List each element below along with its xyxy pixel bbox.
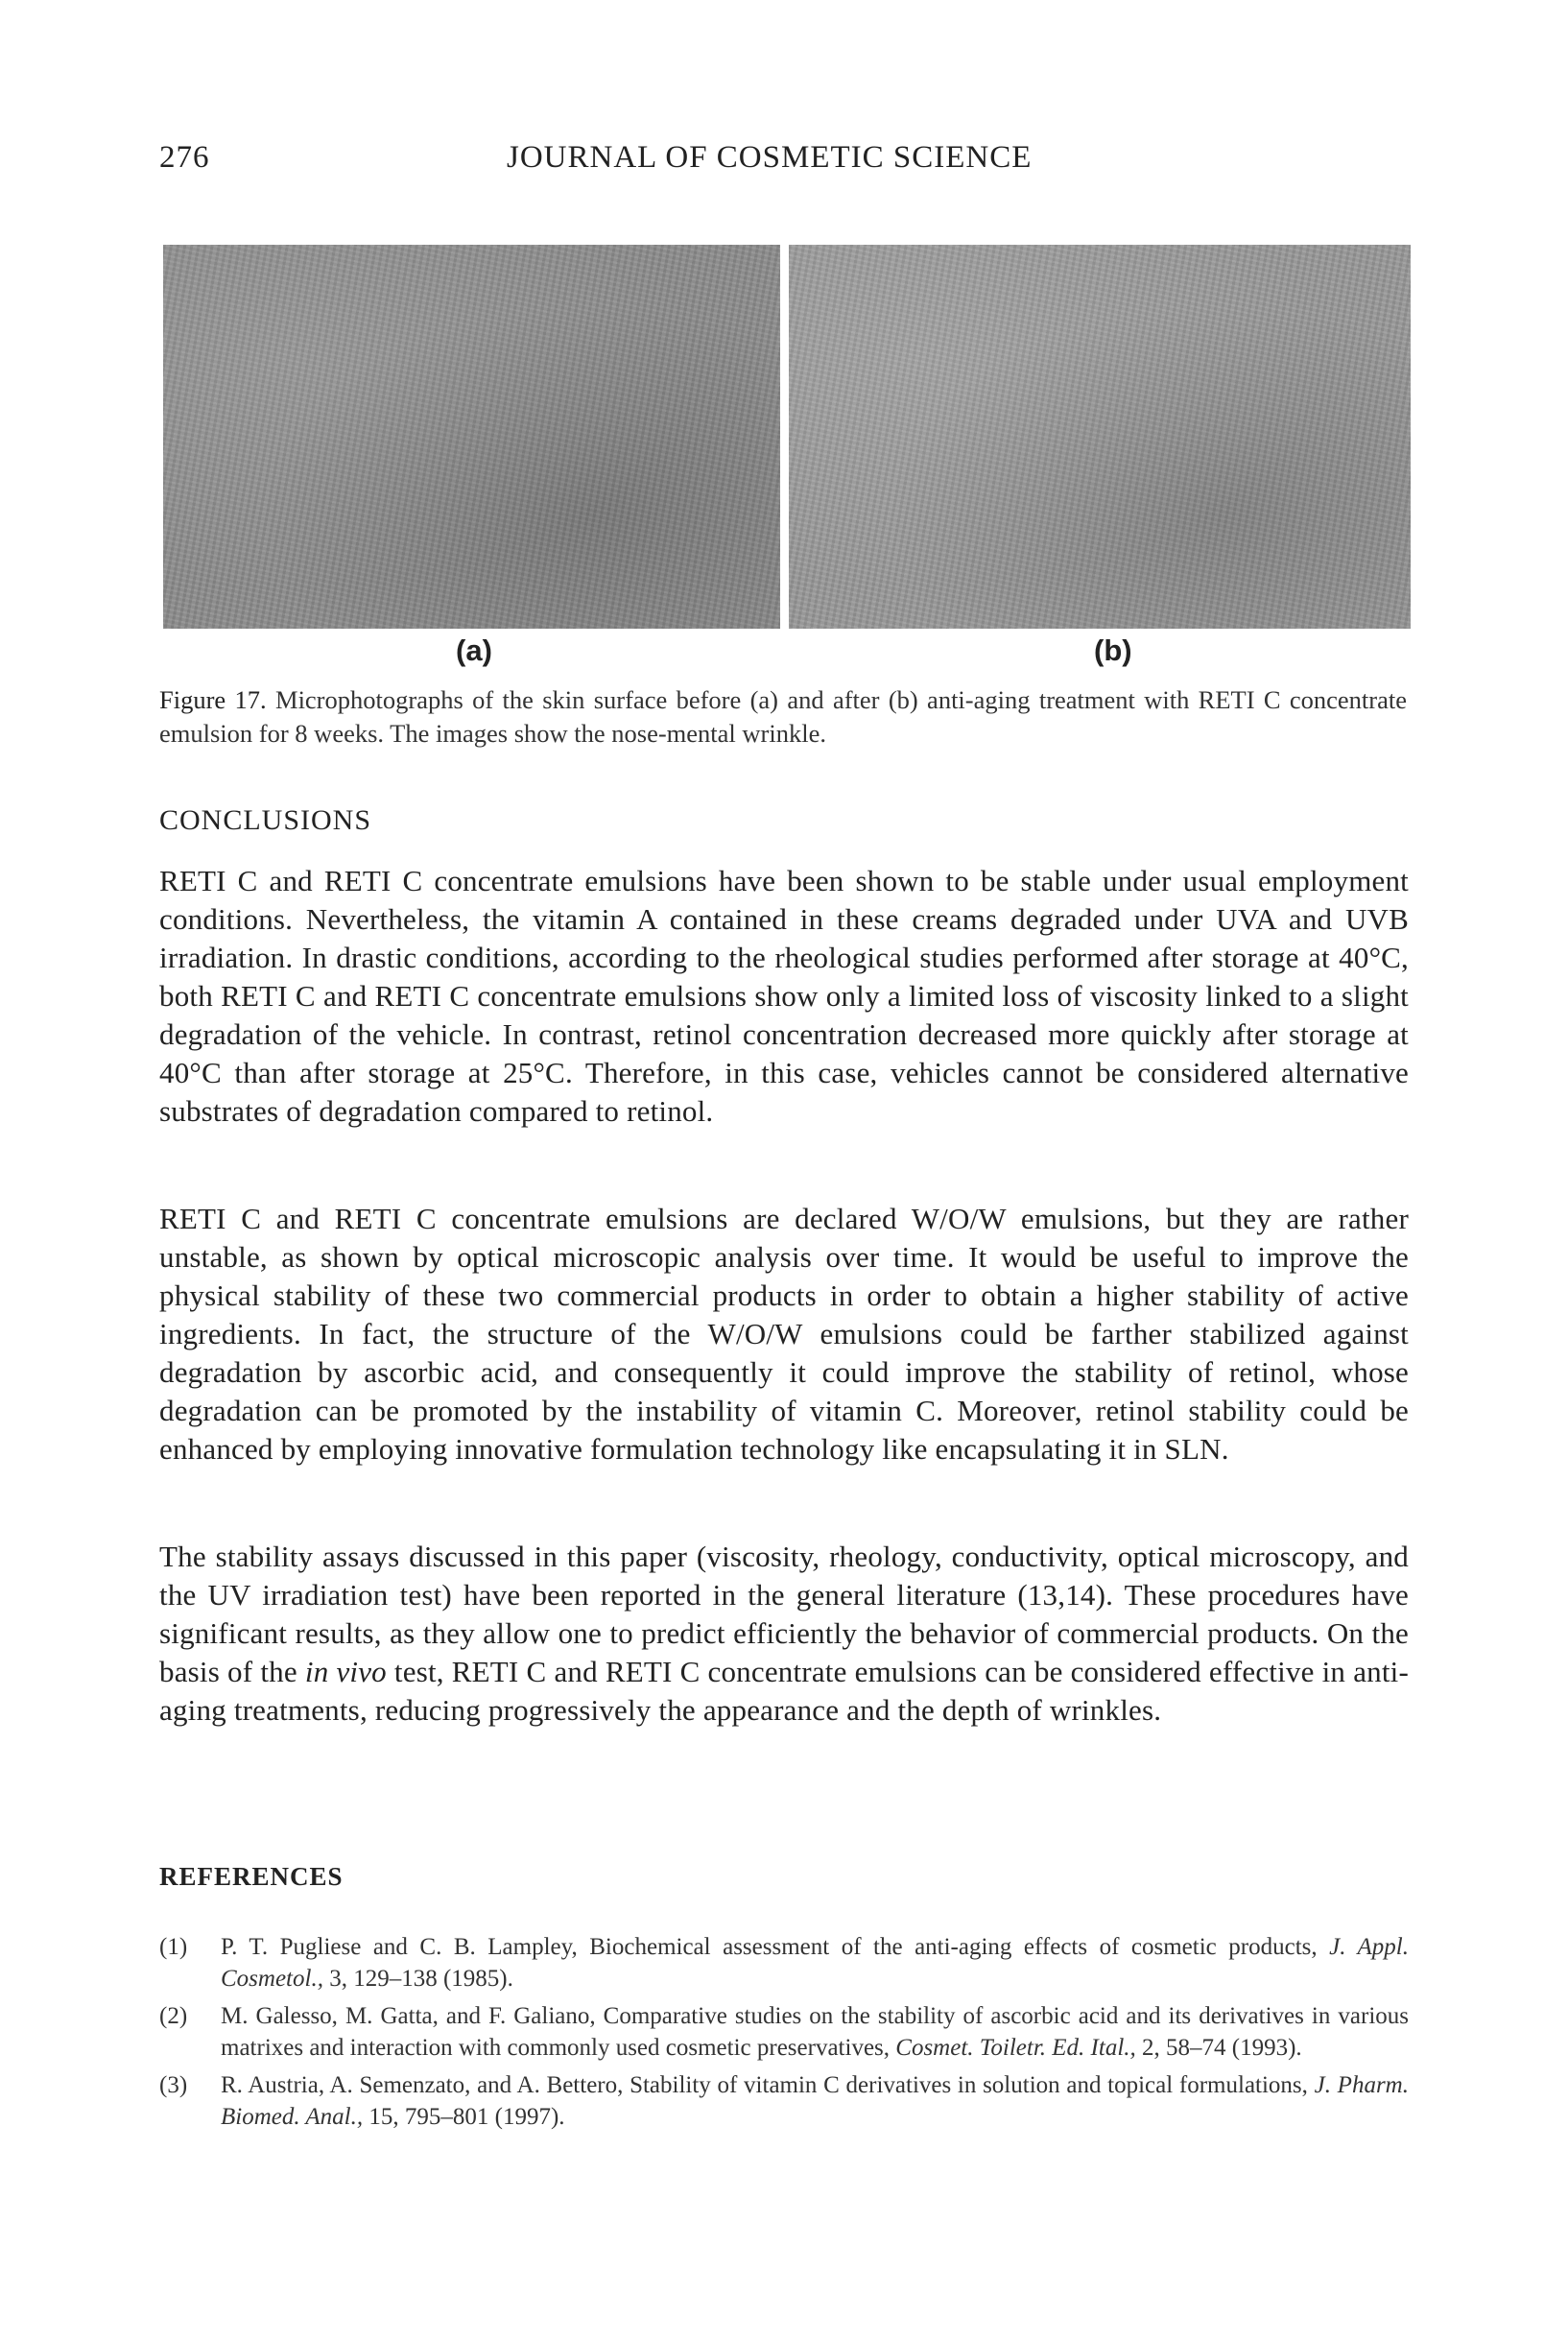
reference-list [159,1931,1409,2138]
reference-text: M. Galesso, M. Gatta, and F. Galiano, Comparative studies on the stability of ascorbic acid and its derivatives in various matrixes and interaction with commonly used cosmetic preservatives, [221,2003,1409,2061]
panel-label-b: (b) [1094,633,1132,667]
panel-label-a: (a) [456,633,492,667]
reference-journal: J. Appl. Cosmetol., [221,1934,1409,1992]
reference-item [159,2000,1409,2064]
figure-caption-lead: Figure 17. [159,685,267,714]
paragraph-3-text-a: The stability assays discussed in this paper (viscosity, rheology, conductivity, optical microscopy, and the UV irradiation test) have been reported in the general literature (13,14). These procedures have significant results, as they allow one to predict efficiently the behavior of commercial products. On the basis of the [159,1540,1409,1688]
page-number: 276 [159,140,210,175]
reference-number: (3) [159,2072,188,2098]
figure-caption [159,683,1407,751]
reference-journal: Cosmet. Toiletr. Ed. Ital., [895,2035,1136,2061]
journal-title: JOURNAL OF COSMETIC SCIENCE [507,140,1033,175]
reference-journal: J. Pharm. Biomed. Anal., [221,2072,1409,2130]
reference-details: 3, 129–138 (1985). [322,1966,513,1992]
paragraph-3-text-b: test, RETI C and RETI C concentrate emulsions can be considered effective in anti-aging treatments, reducing progressively the appearance and the depth of wrinkles. [159,1655,1409,1727]
reference-item [159,2069,1409,2133]
conclusions-heading: CONCLUSIONS [159,804,372,836]
conclusions-paragraph-3 [159,1538,1409,1730]
figure-caption-text: Microphotographs of the skin surface before (a) and after (b) anti-aging treatment with RETI C concentrate emulsion for 8 weeks. The images show the nose-mental wrinkle. [159,685,1408,748]
reference-details: 15, 795–801 (1997). [363,2104,565,2130]
reference-item [159,1931,1409,1995]
reference-text: P. T. Pugliese and C. B. Lampley, Biochemical assessment of the anti-aging effects of cosmetic products, [221,1934,1330,1960]
microphotograph-after [789,245,1411,629]
reference-number: (2) [159,2003,188,2029]
reference-number: (1) [159,1934,188,1960]
reference-details: 2, 58–74 (1993). [1135,2035,1302,2061]
reference-text: R. Austria, A. Semenzato, and A. Bettero, Stability of vitamin C derivatives in solution and topical formulations, [221,2072,1315,2098]
conclusions-paragraph-2: RETI C and RETI C concentrate emulsions are declared W/O/W emulsions, but they are rather unstable, as shown by optical microscopic analysis over time. It would be useful to improve the physical stability of these two commercial products in order to obtain a higher stability of active ingredients. In fact, the structure of the W/O/W emulsions could be farther stabilized against degradation by ascorbic acid, and consequently it could improve the stability of retinol, whose degradation can be promoted by the instability of vitamin C. Moreover, retinol stability could be enhanced by employing innovative formulation technology like encapsulating it in SLN. [159,1202,1409,1466]
paragraph-3-italic: in vivo [304,1655,387,1688]
microphotograph-before [163,245,780,629]
references-heading: REFERENCES [159,1862,344,1891]
conclusions-paragraph-1: RETI C and RETI C concentrate emulsions have been shown to be stable under usual employment conditions. Nevertheless, the vitamin A contained in these creams degraded under UVA and UVB irradiation. In drastic conditions, according to the rheological studies performed after storage at 40°C, both RETI C and RETI C concentrate emulsions show only a limited loss of viscosity linked to a slight degradation of the vehicle. In contrast, retinol concentration decreased more quickly after storage at 40°C than after storage at 25°C. Therefore, in this case, vehicles cannot be considered alternative substrates of degradation compared to retinol. [159,864,1409,1128]
